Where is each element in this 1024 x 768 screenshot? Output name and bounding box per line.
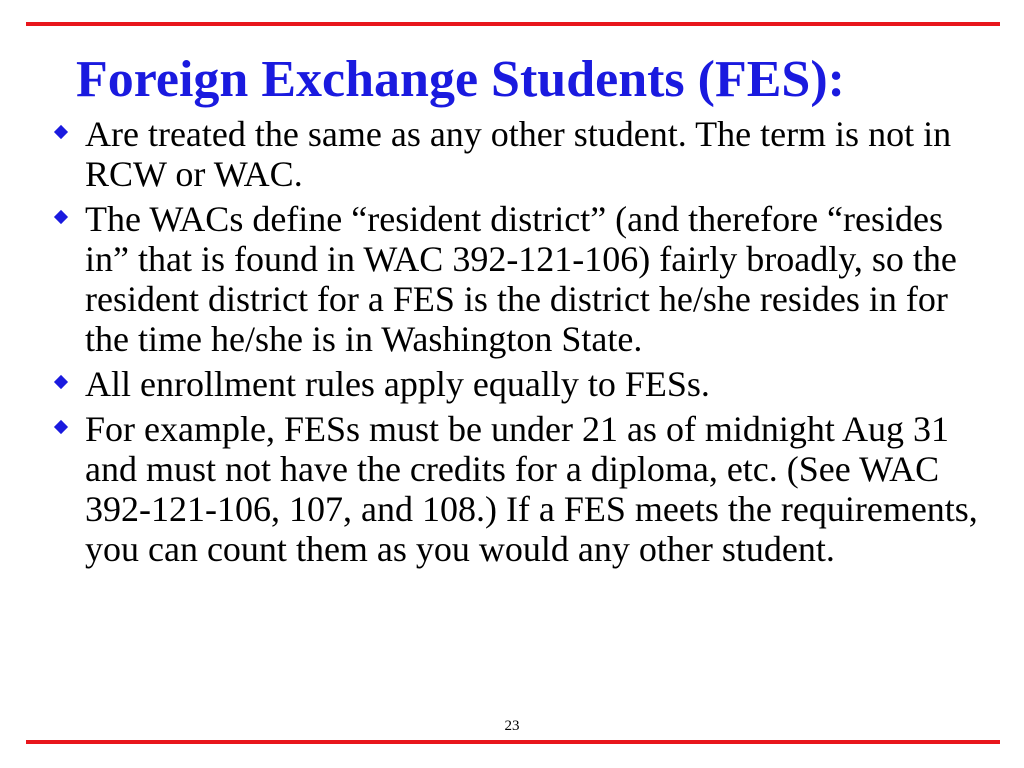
- bullet-item-2: [44, 199, 984, 359]
- slide-title: Foreign Exchange Students (FES):: [76, 51, 845, 108]
- diamond-bullet-icon: [54, 125, 68, 139]
- bullet-item-3: [44, 364, 984, 404]
- bullet-list: [44, 114, 984, 574]
- bottom-divider: [26, 740, 1000, 744]
- bullet-text-1: Are treated the same as any other student. The term is not in RCW or WAC.: [85, 114, 952, 194]
- page-number: 23: [504, 718, 520, 734]
- diamond-bullet-icon: [54, 375, 68, 389]
- bullet-item-1: [44, 114, 984, 194]
- diamond-bullet-icon: [54, 420, 68, 434]
- bullet-text-4: For example, FESs must be under 21 as of midnight Aug 31 and must not have the credits for a diploma, etc. (See WAC 392-121-106, 107, and 108.) If a FES meets the requirements, you can count them as you would any other student.: [85, 409, 978, 569]
- bullet-text-2: The WACs define “resident district” (and therefore “resides in” that is found in WAC 392-121-106) fairly broadly, so the resident district for a FES is the district he/she resides in for the time he/she is in Washington State.: [85, 199, 957, 359]
- top-divider: [26, 22, 1000, 26]
- diamond-bullet-icon: [54, 210, 68, 224]
- bullet-item-4: [44, 409, 984, 569]
- bullet-text-3: All enrollment rules apply equally to FESs.: [85, 364, 710, 404]
